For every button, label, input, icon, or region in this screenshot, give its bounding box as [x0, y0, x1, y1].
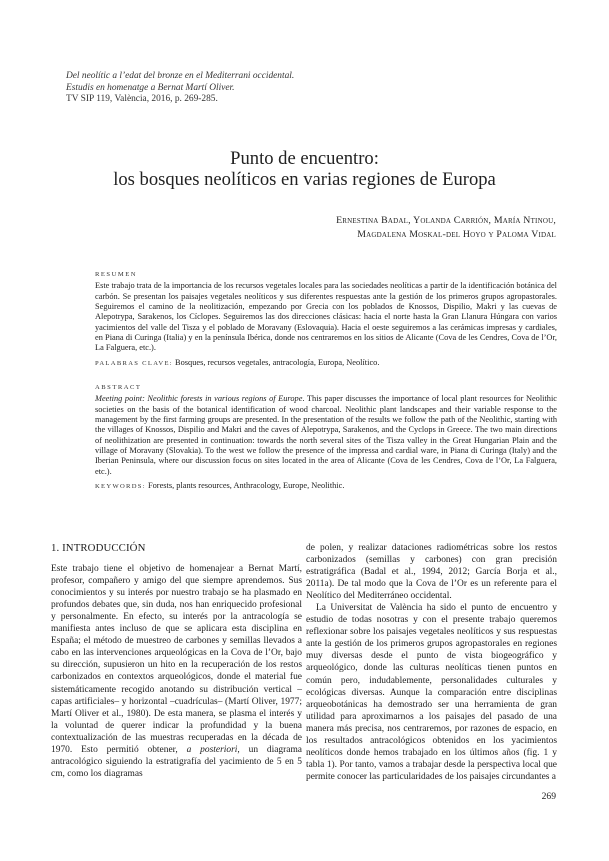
paragraph-text-a: Este trabajo tiene el objetivo de homenajear a Bernat Martí, profesor, compañero y amigo del que siempre aprendemos. Sus conocimientos y su interés por nuestro trabajo se ha plasmado en profundos debates que, sin duda, nos han enriquecido profesional y personalmente. En efecto, su interés por la antracología se manifiesta antes incluso de que se aplicara esta disciplina en España; el método de muestreo de carbones y semillas llevados a cabo en las intervenciones arqueológicas en la Cova de l’Or, bajo su dirección, supusieron un hito en la recuperación de los restos carbonizados en contextos arqueológicos, donde el material fue sistemáticamente recogido anotando su distribución vertical –capas artificiales– y horizontal –cuadrículas– (Martí Oliver, 1977; Martí Oliver et al., 1980). De esta manera, se plasma el interés y la voluntad de querer indicar la profundidad y la buena contextualización de las muestras recuperadas en la década de 1970. Esto permitió obtener, — [51, 564, 302, 755]
header-line-3: TV SIP 119, València, 2016, p. 269-285. — [66, 94, 218, 105]
palabras-clave-label: PALABRAS CLAVE: — [95, 359, 173, 367]
keywords — [95, 481, 557, 492]
author-list — [336, 214, 556, 241]
authors-line-2: Magdalena Moskal-del Hoyo y Paloma Vidal — [357, 228, 556, 240]
keywords-text: Forests, plants resources, Anthracology, Europe, Neolithic. — [148, 481, 345, 491]
title-line-2: los bosques neolíticos en varias regiones de Europa — [113, 169, 496, 190]
palabras-clave — [95, 358, 557, 369]
header-line-2: Estudis en homenatge a Bernat Martí Oliver. — [66, 82, 235, 93]
section-heading: 1. INTRODUCCIÓN — [51, 542, 146, 554]
publication-header — [66, 71, 294, 106]
title-line-1: Punto de encuentro: — [230, 148, 379, 169]
resumen-label: RESUMEN — [95, 271, 138, 278]
header-line-1: Del neolític a l’edat del bronze en el Mediterrani occidental. — [66, 71, 295, 81]
paragraph: La Universitat de València ha sido el punto de encuentro y estudio de todas nosotras y con el presente trabajo queremos reflexionar sobre los paisajes vegetales neolíticos y sus respuestas ante la gestión de los primeros grupos agropastorales en regiones muy diversas desde el punto de vista biogeográfico y arqueológico, donde las culturas neolíticas tienen puntos en común pero, indudablemente, personalidades culturales y ecológicas diversas. Aunque la comparación entre disciplinas arqueobotánicas ha demostrado ser una herramienta de gran utilidad para aproximarnos a los paisajes del pasado de una manera más precisa, nos centraremos, por razones de espacio, en los resultados antracológicos obtenidos en los yacimientos neolíticos donde hemos trabajado en los últimos años (fig. 1 y tabla 1). Por tanto, vamos a trabajar desde la perspectiva local que permite conocer las particularidades de los paisajes circundantes a — [306, 603, 557, 782]
paragraph-italic: a posteriori — [186, 744, 238, 755]
palabras-clave-text: Bosques, recursos vegetales, antracología, Europa, Neolítico. — [175, 357, 380, 367]
keywords-label: KEYWORDS: — [95, 483, 146, 491]
abstract-block — [95, 383, 557, 492]
paper-title — [0, 148, 609, 190]
body-column-right — [306, 542, 557, 783]
page-number: 269 — [541, 791, 556, 802]
body-column-left — [51, 542, 302, 780]
abstract-label: ABSTRACT — [95, 384, 142, 391]
paragraph-continued: de polen, y realizar dataciones radiométricas sobre los restos carbonizados (semillas y carbones) con gran precisión estratigráfica (Badal et al., 1994, 2012; García Borja et al., 2011a). De tal modo que la Cova de l’Or es un referente para el Neolítico del Mediterráneo occidental. — [306, 543, 557, 602]
resumen-text: Este trabajo trata de la importancia de los recursos vegetales locales para las sociedades neolíticas a partir de la identificación botánica del carbón. Se presentan los paisajes vegetales neolíticos y sus diferentes respuestas ante la gestión de los primeros grupos agropastorales. Seguiremos el camino de la neolitización, empezando por Grecia con los poblados de Knossos, Dispilio, Makri y las cuevas de Alepotrypa, Sarakenos, los Cíclopes. Seguiremos las dos direcciones clásicas: hacia el norte hasta la Gran Llanura Húngara con varios yacimientos del valle del Tisza y el poblado de Moravany (Eslovaquia). Hacia el oeste seguiremos a las cerámicas impresas y cardiales, en Piana di Curinga (Italia) y en la península Ibérica, donde nos centraremos en los sitios de Alicante (Cova de les Cendres, Cova de l’Or, La Falguera, etc.). — [95, 281, 557, 353]
paragraph — [51, 563, 302, 780]
abstract-title: Meeting point: Neolithic forests in various regions of Europe — [95, 394, 303, 404]
resumen-block — [95, 270, 557, 369]
abstract-text: . This paper discusses the importance of local plant resources for Neolithic societies on the basis of the botanical identification of wood charcoal. Neolithic plant landscapes and their variable response to the management by the first farming groups are presented. In the presentation of the results we follow the path of the Neolithic, starting with the villages of Knossos, Dispilio and Makri and the caves of Alepotrypa, Sarakenos, and the Cyclops in Greece. The two main directions of neolithization are presented in continuation: towards the north several sites of the Tisza valley in the Great Hungarian Plain and the village of Moravany (Slovakia). To the west we follow the presence of the impressa and cardial ware, in Piana di Curinga (Italy) and the Iberian Peninsula, where our discussion focus on sites located in the area of Alicante (Cova de les Cendres, Cova de l’Or, La Falguera, etc.). — [95, 394, 557, 476]
authors-line-1: Ernestina Badal, Yolanda Carrión, María Ntinou, — [336, 215, 556, 226]
paragraph-text-b: , un diagrama antracológico siguiendo la estratigrafía del yacimiento de 5 en 5 cm, como los diagramas — [51, 744, 302, 779]
